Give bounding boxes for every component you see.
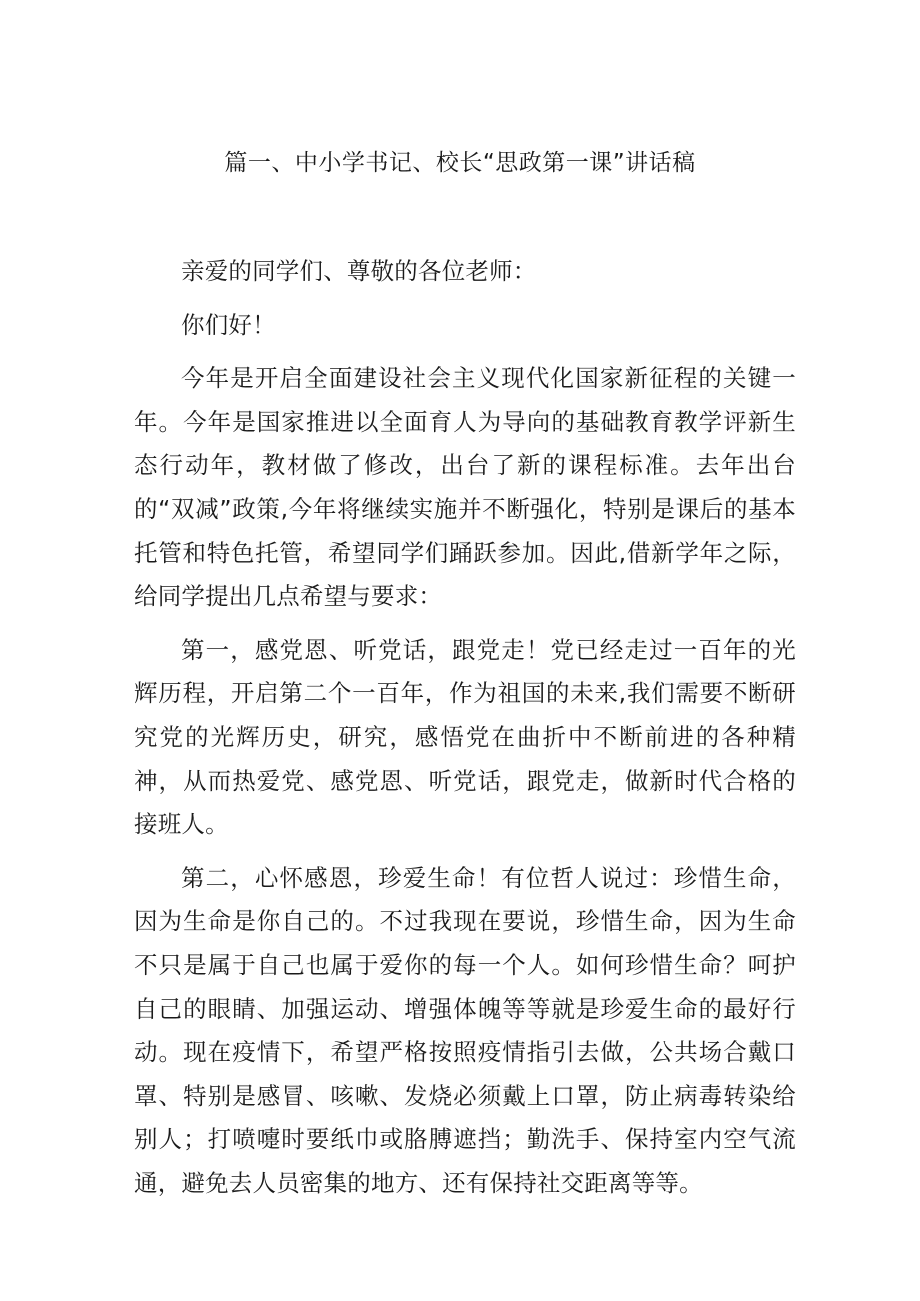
paragraph-hello: 你们好！ xyxy=(181,310,276,339)
paragraph-intro: 今年是开启全面建设社会主义现代化国家新征程的关键一年。今年是国家推进以全面育人为导向的基础教育教学评新生态行动年，教材做了修改，出台了新的课程标准。去年出台的“双减”政策,今年将继续实施并不断强化，特别是课后的基本托管和特色托管，希望同学们踊跃参加。因此,借新学年之际，给同学提出几点希望与要求： xyxy=(134,364,796,611)
paragraph-first-point: 第一，感党恩、听党话，跟党走！党已经走过一百年的光辉历程，开启第二个一百年，作为祖国的未来,我们需要不断研究党的光辉历史，研究，感悟党在曲折中不断前进的各种精神，从而热爱党、感党恩、听党话，跟党走，做新时代合格的接班人。 xyxy=(134,635,796,839)
paragraph-greeting: 亲爱的同学们、尊敬的各位老师： xyxy=(181,257,537,285)
document-body xyxy=(134,250,796,1205)
paragraph-second-point: 第二，心怀感恩，珍爱生命！有位哲人说过：珍惜生命，因为生命是你自己的。不过我现在要说，珍惜生命，因为生命不只是属于自己也属于爱你的每一个人。如何珍惜生命？呵护自己的眼睛、加强运动、增强体魄等等就是珍爱生命的最好行动。现在疫情下，希望严格按照疫情指引去做，公共场合戴口罩、特别是感冒、咳嗽、发烧必须戴上口罩，防止病毒转染给别人；打喷嚏时要纸巾或胳膊遮挡；勤洗手、保持室内空气流通，避免去人员密集的地方、还有保持社交距离等等。 xyxy=(134,863,796,1197)
document-title: 篇一、中小学书记、校长“思政第一课”讲话稿 xyxy=(224,150,696,176)
